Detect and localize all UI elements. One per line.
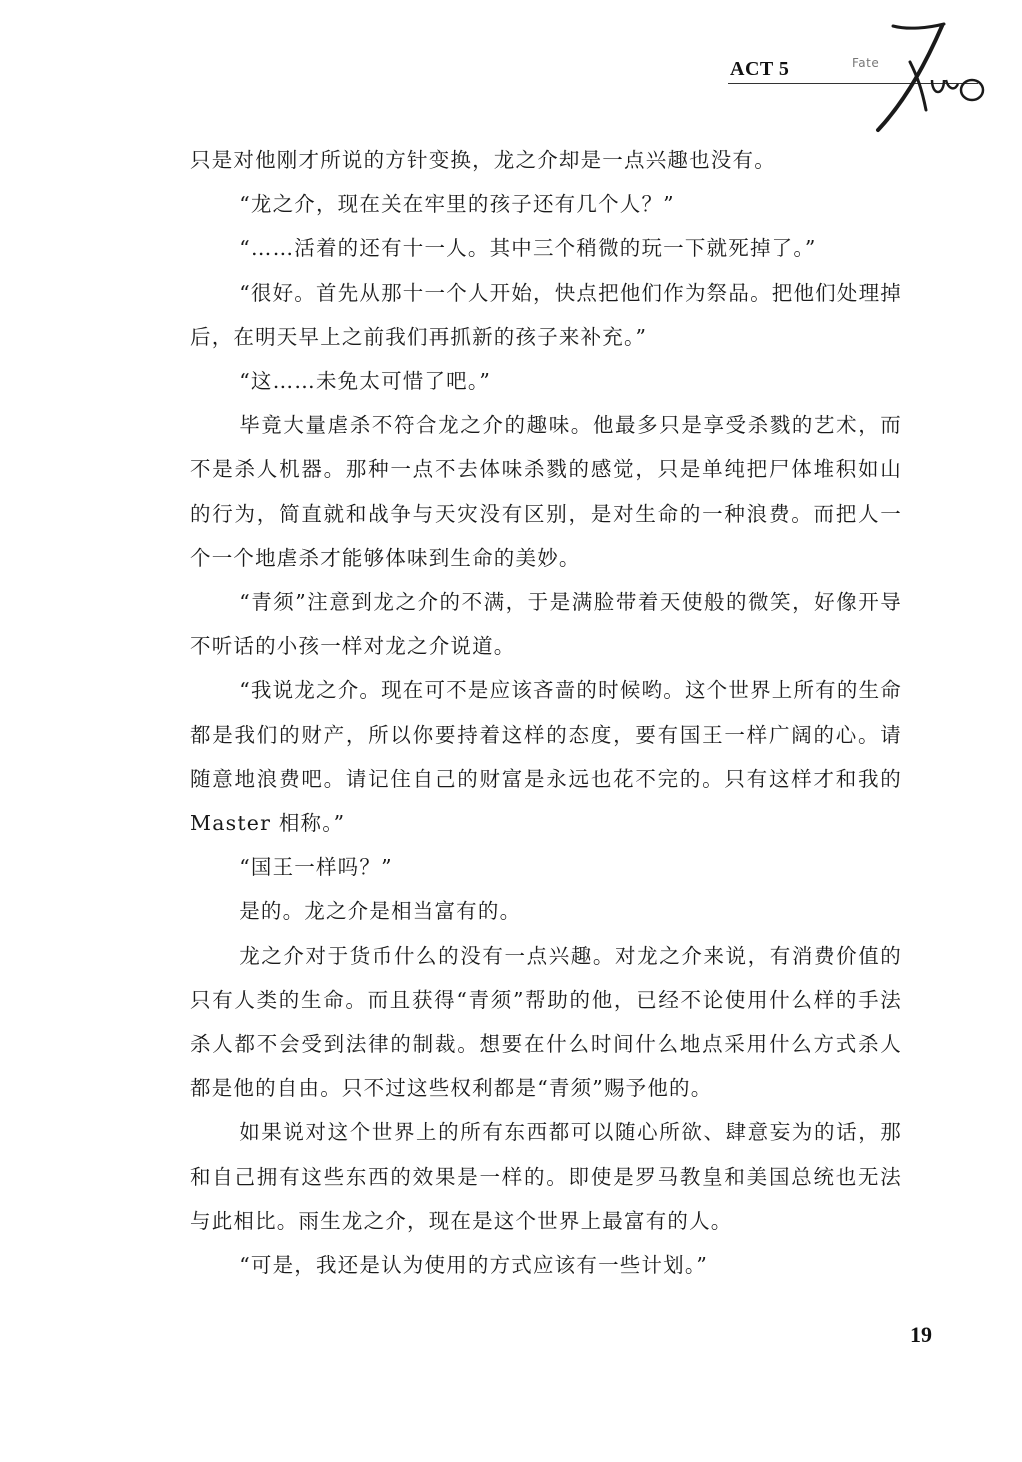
paragraph: 毕竟大量虐杀不符合龙之介的趣味。他最多只是享受杀戮的艺术，而不是杀人机器。那种一点不去体味杀戮的感觉，只是单纯把尸体堆积如山的行为，简直就和战争与天灾没有区别，是对生命的一种浪费。而把人一个一个地虐杀才能够体味到生命的美妙。 xyxy=(190,413,902,570)
paragraph: 只是对他刚才所说的方针变换，龙之介却是一点兴趣也没有。 xyxy=(190,148,776,172)
paragraph: 是的。龙之介是相当富有的。 xyxy=(239,899,522,924)
paragraph: 龙之介对于货币什么的没有一点兴趣。对龙之介来说，有消费价值的只有人类的生命。而且获得“青须”帮助的他，已经不论使用什么样的手法杀人都不会受到法律的制裁。想要在什么时间什么地点采用什么方式杀人都是他的自由。只不过这些权利都是“青须”赐予他的。 xyxy=(190,943,902,1101)
paragraph: “龙之介，现在关在牢里的孩子还有几个人？” xyxy=(239,192,675,217)
paragraph: “国王一样吗？” xyxy=(239,855,393,880)
paragraph: “青须”注意到龙之介的不满，于是满脸带着天使般的微笑，好像开导不听话的小孩一样对龙之介说道。 xyxy=(190,590,902,659)
header-act-label: ACT 5 xyxy=(730,58,790,80)
logo-small-text: Fate xyxy=(852,56,880,70)
paragraph: “很好。首先从那十一个人开始，快点把他们作为祭品。把他们处理掉后，在明天早上之前我们再抓新的孩子来补充。” xyxy=(190,280,902,349)
series-logo xyxy=(848,18,988,158)
paragraph: “可是，我还是认为使用的方式应该有一些计划。” xyxy=(239,1253,708,1278)
body-text xyxy=(190,138,902,1287)
paragraph: “这……未免太可惜了吧。” xyxy=(239,369,491,394)
paragraph: “……活着的还有十一人。其中三个稍微的玩一下就死掉了。” xyxy=(239,236,817,261)
page-number: 19 xyxy=(910,1322,932,1347)
zero-logo-icon xyxy=(848,18,988,158)
paragraph: 如果说对这个世界上的所有东西都可以随心所欲、肆意妄为的话，那和自己拥有这些东西的效果是一样的。即使是罗马教皇和美国总统也无法与此相比。雨生龙之介，现在是这个世界上最富有的人。 xyxy=(190,1120,902,1233)
paragraph: “我说龙之介。现在可不是应该吝啬的时候哟。这个世界上所有的生命都是我们的财产，所以你要持着这样的态度，要有国王一样广阔的心。请随意地浪费吧。请记住自己的财富是永远也花不完的。只有这样才和我的 Master 相称。” xyxy=(190,678,902,836)
